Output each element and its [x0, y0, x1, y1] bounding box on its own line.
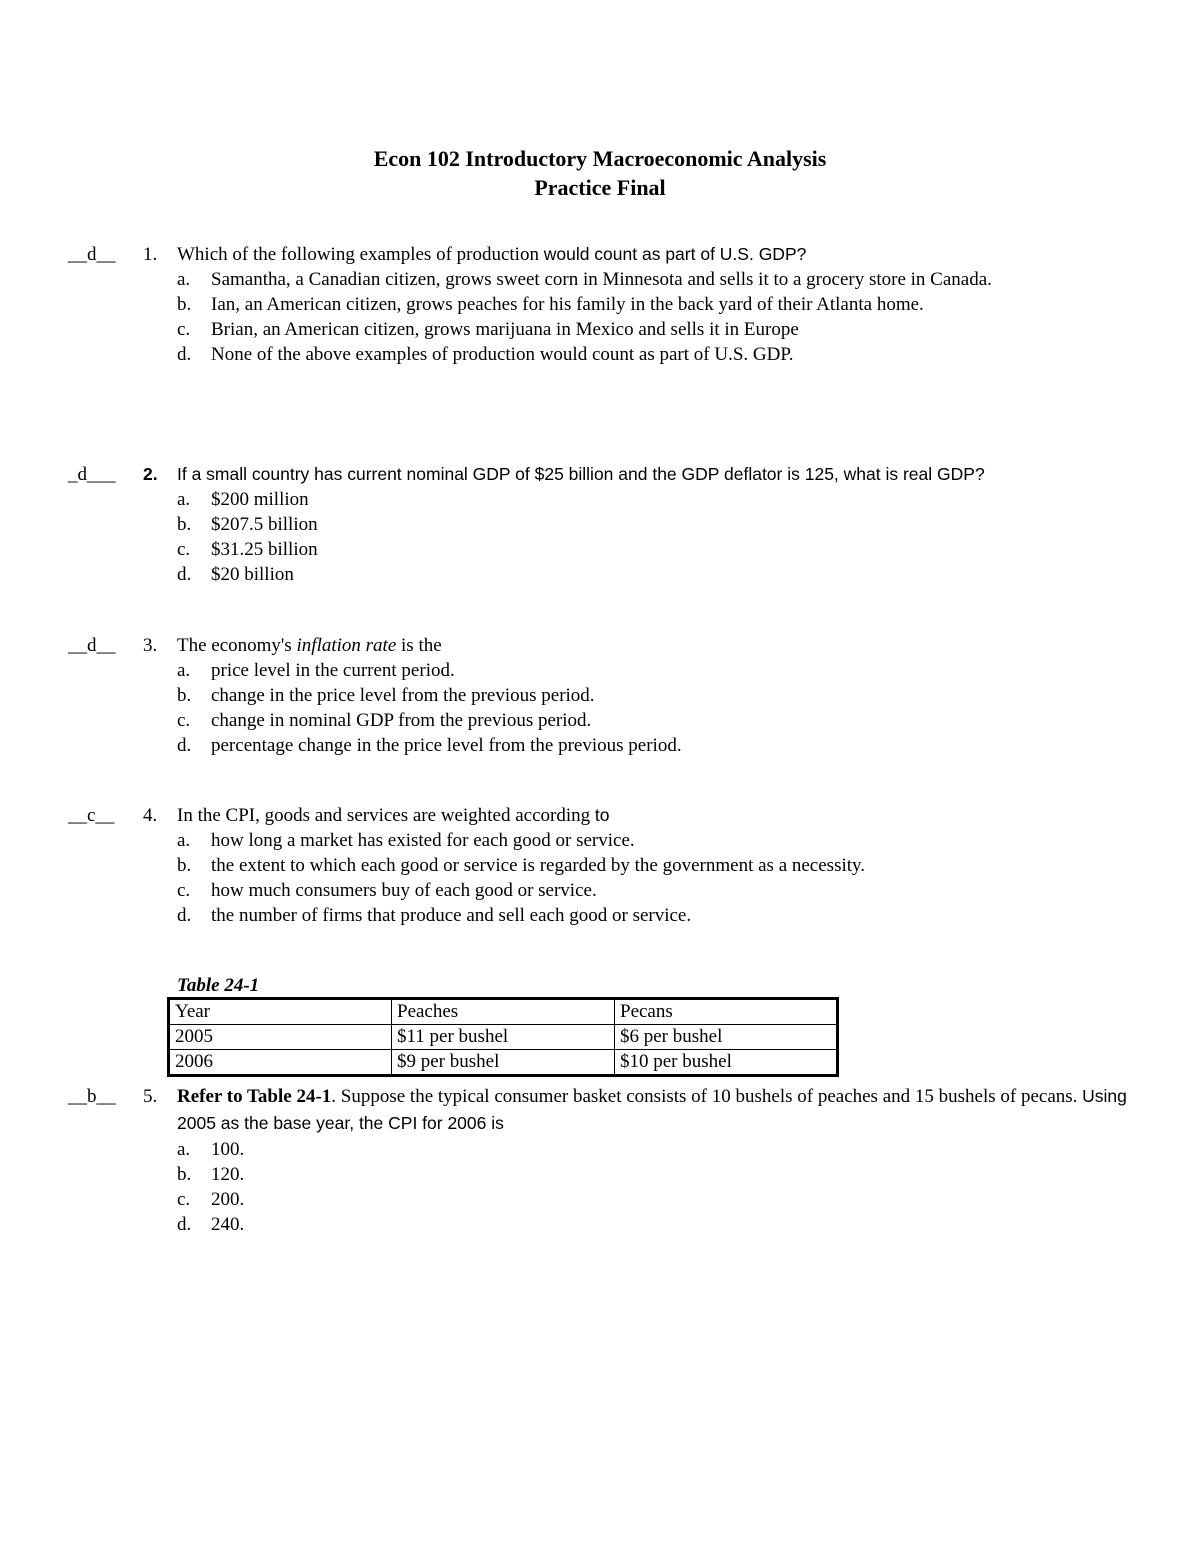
- table-cell: 2006: [169, 1050, 392, 1076]
- table-cell: $11 per bushel: [392, 1025, 615, 1050]
- question-number: 4.: [143, 805, 158, 826]
- option-letter: d.: [177, 905, 192, 926]
- option-letter: b.: [177, 855, 192, 876]
- option-text: how much consumers buy of each good or service.: [211, 880, 597, 901]
- option-letter: b.: [177, 514, 192, 535]
- option-letter: d.: [177, 735, 192, 756]
- answer-blank: __d__: [68, 635, 116, 656]
- option: [68, 292, 1007, 317]
- option: [68, 658, 1148, 683]
- table-header-row: [169, 999, 838, 1025]
- option: [68, 878, 1148, 903]
- option-text: price level in the current period.: [211, 660, 455, 681]
- price-table: [167, 997, 839, 1077]
- stem-emphasis: inflation rate: [296, 635, 397, 656]
- option-letter: d.: [177, 1214, 192, 1235]
- option: [68, 512, 1148, 537]
- question-number: 2.: [143, 464, 158, 484]
- option-text: the number of firms that produce and sell each good or service.: [211, 905, 692, 926]
- option-text: 200.: [211, 1189, 245, 1210]
- table-cell: $10 per bushel: [615, 1050, 838, 1076]
- option-text: $200 million: [211, 489, 309, 510]
- option: [68, 733, 1148, 758]
- stem-text: The economy's: [177, 635, 297, 656]
- question-4: [68, 803, 1148, 928]
- stem-text: In the CPI, goods and services are weighted according: [177, 805, 595, 826]
- option-letter: c.: [177, 539, 191, 560]
- option-letter: b.: [177, 1164, 192, 1185]
- stem-text-sans: to: [594, 805, 610, 825]
- stem-text: . Suppose the typical consumer basket consists of 10 bushels of peaches and 15 bushels of pecans.: [331, 1086, 1083, 1107]
- page-subtitle: Practice Final: [534, 175, 666, 200]
- option-letter: b.: [177, 294, 192, 315]
- option-letter: a.: [177, 1139, 191, 1160]
- option: [68, 1212, 1148, 1237]
- option: [68, 708, 1148, 733]
- option-letter: c.: [177, 1189, 191, 1210]
- option: [68, 828, 1148, 853]
- option-letter: d.: [177, 564, 192, 585]
- option-letter: d.: [177, 344, 192, 365]
- option-letter: a.: [177, 830, 191, 851]
- option: [68, 683, 1148, 708]
- option-text: Samantha, a Canadian citizen, grows sweet corn in Minnesota and sells it to a grocery store in Canada.: [211, 269, 992, 290]
- option-text: Brian, an American citizen, grows marijuana in Mexico and sells it in Europe: [211, 319, 799, 340]
- stem-text-sans: would count as part of U.S. GDP?: [543, 244, 807, 264]
- option-letter: b.: [177, 685, 192, 706]
- option-letter: c.: [177, 880, 191, 901]
- question-number: 1.: [143, 244, 158, 265]
- question-number: 5.: [143, 1086, 158, 1107]
- question-1: [68, 242, 1148, 367]
- answer-blank: __d__: [68, 244, 116, 265]
- stem-reference: Refer to Table 24-1: [177, 1086, 332, 1107]
- option-letter: a.: [177, 489, 191, 510]
- option: [68, 1187, 1148, 1212]
- question-stem: If a small country has current nominal GDP of $25 billion and the GDP deflator is 125, what is real GDP?: [177, 464, 985, 484]
- option: [68, 267, 1007, 292]
- option: [68, 317, 1148, 342]
- answer-blank: __c__: [68, 805, 115, 826]
- stem-text: Which of the following examples of production: [177, 244, 544, 265]
- option-text: change in the price level from the previous period.: [211, 685, 595, 706]
- option-text: $31.25 billion: [211, 539, 318, 560]
- question-number: 3.: [143, 635, 158, 656]
- option-text: Ian, an American citizen, grows peaches for his family in the back yard of their Atlanta home.: [211, 294, 924, 315]
- table-header-cell: Pecans: [615, 999, 838, 1025]
- table-header-cell: Year: [169, 999, 392, 1025]
- question-stem: [177, 242, 1148, 267]
- table-header-cell: Peaches: [392, 999, 615, 1025]
- option-text: $20 billion: [211, 564, 294, 585]
- stem-text-sans: Using 2005 as the base year, the CPI for 2006 is: [177, 1086, 1127, 1133]
- option-text: None of the above examples of production would count as part of U.S. GDP.: [211, 344, 794, 365]
- option: [68, 853, 1148, 878]
- question-5: [68, 1083, 1148, 1237]
- question-2: [68, 462, 1148, 587]
- option-letter: c.: [177, 319, 191, 340]
- table-row: [169, 1025, 838, 1050]
- answer-blank: __b__: [68, 1086, 116, 1107]
- option-letter: a.: [177, 269, 191, 290]
- answer-blank: _d___: [68, 464, 116, 485]
- table-cell: $6 per bushel: [615, 1025, 838, 1050]
- table-caption: Table 24-1: [177, 975, 260, 996]
- option-letter: c.: [177, 710, 191, 731]
- option: [68, 537, 1148, 562]
- option-text: percentage change in the price level from the previous period.: [211, 735, 682, 756]
- option-text: 120.: [211, 1164, 245, 1185]
- page-title: Econ 102 Introductory Macroeconomic Analysis: [373, 146, 827, 171]
- option-text: $207.5 billion: [211, 514, 318, 535]
- table-cell: 2005: [169, 1025, 392, 1050]
- question-stem: [177, 803, 1148, 828]
- stem-text-end: is the: [396, 635, 442, 656]
- option-text: 100.: [211, 1139, 245, 1160]
- option-text: change in nominal GDP from the previous period.: [211, 710, 592, 731]
- table-row: [169, 1050, 838, 1076]
- option: [68, 342, 1148, 367]
- option: [68, 1137, 1148, 1162]
- option-text: 240.: [211, 1214, 245, 1235]
- option-text: the extent to which each good or service is regarded by the government as a necessity.: [211, 855, 866, 876]
- table-cell: $9 per bushel: [392, 1050, 615, 1076]
- option-letter: a.: [177, 660, 191, 681]
- option: [68, 1162, 1148, 1187]
- option: [68, 903, 1148, 928]
- option-text: how long a market has existed for each good or service.: [211, 830, 635, 851]
- question-stem: [177, 1083, 1148, 1137]
- option: [68, 562, 1148, 587]
- option: [68, 487, 1148, 512]
- question-3: [68, 633, 1148, 758]
- question-stem: [177, 633, 1148, 658]
